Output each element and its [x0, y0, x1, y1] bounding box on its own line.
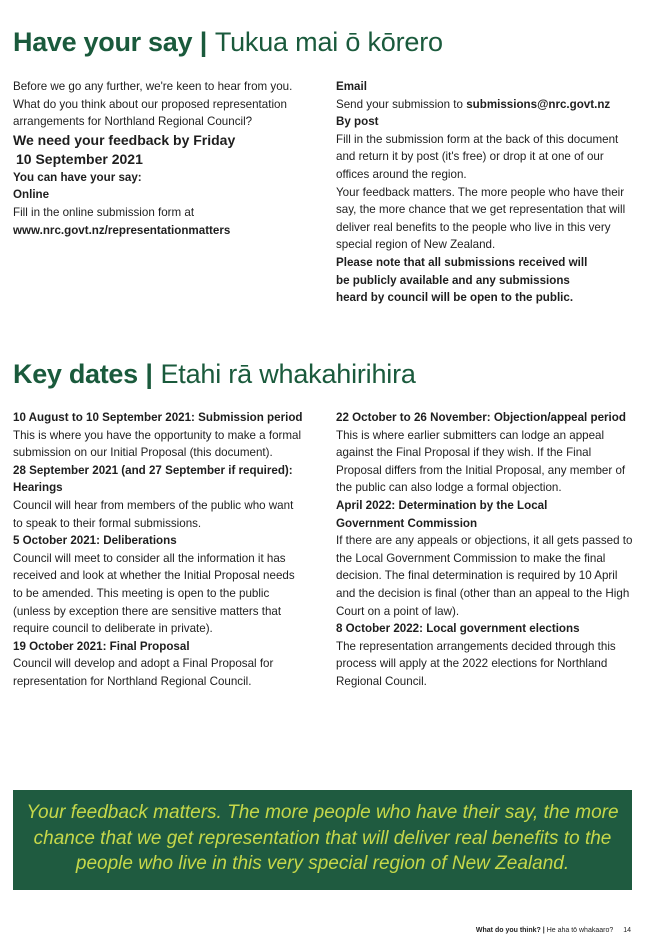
online-url-link[interactable]: www.nrc.govt.nz/representationmatters: [13, 223, 231, 237]
can-say-label: You can have your say:: [13, 170, 142, 184]
email-line: [336, 96, 634, 114]
online-heading: Online: [13, 188, 50, 202]
have-your-say-left-column: [13, 78, 303, 239]
email-text: Send your submission to: [336, 97, 463, 111]
date-body: Council will hear from members of the public who want to speak to their formal submissions.: [13, 498, 294, 530]
heading-maori: Etahi rā whakahirihira: [160, 359, 416, 389]
email-heading: Email: [336, 80, 367, 93]
date-heading: 19 October 2021: Final Proposal: [13, 639, 190, 653]
key-dates-heading: [13, 358, 416, 390]
deadline-line-2: 10 September 2021: [16, 150, 143, 167]
heading-maori: Tukua mai ō kōrero: [214, 27, 443, 57]
public-note: Please note that all submissions received will be publicly available and any submissions heard by council will be open to the public.: [336, 255, 588, 305]
date-heading: 28 September 2021 (and 27 September if required): Hearings: [13, 463, 293, 495]
heading-separator: |: [199, 27, 208, 57]
key-dates-left-column: [13, 409, 303, 691]
footer-label-maori: He aha tō whakaaro?: [546, 927, 614, 934]
feedback-quote-banner: [13, 790, 632, 890]
footer-separator: |: [542, 927, 545, 934]
date-body: Council will develop and adopt a Final Proposal for representation for Northland Regional Council.: [13, 657, 274, 688]
intro-text: Before we go any further, we're keen to hear from you. What do you think about our proposed representation arrangements for Northland Regional Council?: [13, 80, 293, 129]
email-address-link[interactable]: submissions@nrc.govt.nz: [466, 97, 611, 111]
heading-english: Key dates: [13, 359, 138, 389]
date-body: This is where earlier submitters can lodge an appeal against the Final Proposal if they wish. If the Final Proposal differs from the Initial Proposal, any member of the public can also lodge a formal objection.: [336, 428, 626, 495]
have-your-say-right-column: [336, 78, 634, 307]
date-heading: 10 August to 10 September 2021: Submission period: [13, 411, 303, 424]
deadline-line-1: We need your feedback by Friday: [13, 131, 236, 148]
online-text: Fill in the online submission form at: [13, 205, 195, 219]
footer-label-english: What do you think?: [475, 927, 541, 934]
date-body: Council will meet to consider all the information it has received and look at whether the Initial Proposal needs to be amended. This meeting is open to the public (unless by exception there are sensitive matters that require council to deliberate in private).: [13, 551, 295, 636]
key-dates-right-column: [336, 409, 634, 691]
have-your-say-heading: [13, 26, 443, 58]
post-heading: By post: [336, 115, 379, 129]
date-heading: 22 October to 26 November: Objection/appeal period: [336, 411, 626, 424]
date-body: The representation arrangements decided through this process will apply at the 2022 elections for Northland Regional Council.: [336, 639, 616, 688]
heading-english: Have your say: [13, 27, 193, 57]
feedback-text: Your feedback matters. The more people who have their say, the more chance that we get representation that will deliver real benefits to the people who live in this very special region of New Zealand.: [336, 185, 626, 252]
page-number: 14: [623, 927, 631, 934]
post-text: Fill in the submission form at the back of this document and return it by post (it's free) or drop it at one of our offices around the region.: [336, 132, 619, 181]
date-heading: April 2022: Determination by the Local Government Commission: [336, 498, 548, 530]
heading-separator: |: [145, 359, 153, 389]
date-body: If there are any appeals or objections, it all gets passed to the Local Government Commission to make the final decision. The final determination is required by 10 April and the decision is final (other than an appeal to the High Court on a point of law).: [336, 534, 633, 618]
date-heading: 8 October 2022: Local government elections: [336, 622, 580, 636]
date-heading: 5 October 2021: Deliberations: [13, 534, 177, 548]
date-body: This is where you have the opportunity to make a formal submission on our Initial Proposal (this document).: [13, 428, 302, 460]
banner-quote: Your feedback matters. The more people who have their say, the more chance that we get representation that will deliver real benefits to the people who live in this very special region of New Zealand.: [26, 802, 619, 874]
